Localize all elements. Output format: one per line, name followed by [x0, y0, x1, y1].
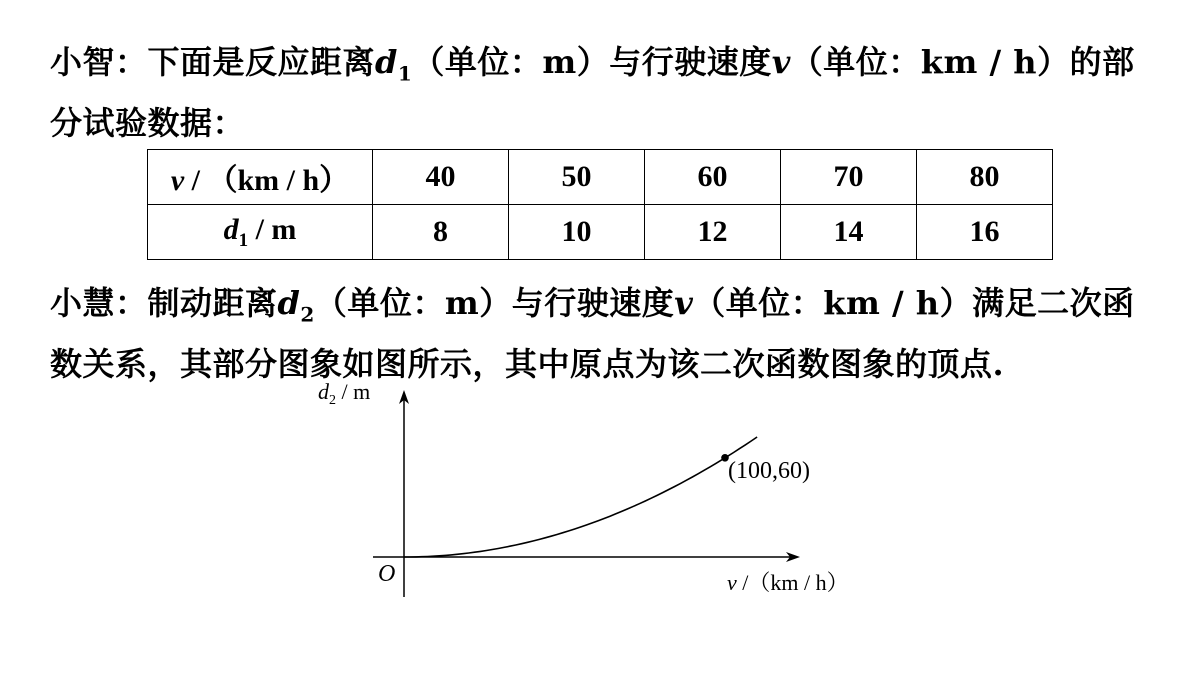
parabola-curve	[404, 437, 757, 557]
table-cell: 8	[373, 205, 509, 260]
table-cell: 60	[645, 150, 781, 205]
p2-text-c: （单位：km / h）满足二次函数关系，其部分图象如图所示，其中原点为该二次函数图象的顶点.	[50, 284, 1135, 384]
x-axis-label: v /（km / h）	[727, 570, 849, 595]
table-cell: 14	[781, 205, 917, 260]
speaker-xiaohui: 小慧：	[50, 284, 148, 322]
table-cell: 40	[373, 150, 509, 205]
quadratic-graph	[300, 372, 900, 612]
y-axis-label: $d_2$ / m	[318, 379, 371, 408]
origin-label: O	[378, 561, 396, 587]
p1-text-b: （单位：m）与行驶速度	[412, 43, 772, 81]
paragraph-xiaozhi	[50, 37, 1160, 148]
speaker-xiaozhi: 小智：	[50, 43, 148, 81]
point-label: (100,60)	[728, 458, 810, 484]
table-cell: 16	[917, 205, 1053, 260]
p2-text-b: （单位：m）与行驶速度	[314, 284, 675, 322]
p1-text-a: 下面是反应距离	[147, 43, 376, 81]
table-cell: 12	[645, 205, 781, 260]
p2-text-a: 制动距离	[147, 284, 278, 322]
var-v: v	[674, 284, 694, 322]
table-cell: 70	[781, 150, 917, 205]
data-table	[147, 149, 1053, 260]
table-row-v	[148, 150, 1053, 205]
var-d2: $d_2$	[277, 284, 315, 327]
row-header-v: v / （km / h）	[148, 150, 373, 205]
p1-text-c: （单位：km / h）的部分试验数据：	[50, 43, 1135, 143]
var-v: v	[771, 43, 791, 81]
table-cell: 80	[917, 150, 1053, 205]
table-row-d1	[148, 205, 1053, 260]
table-cell: 10	[509, 205, 645, 260]
table-cell: 50	[509, 150, 645, 205]
var-d1: $d_1$	[375, 43, 413, 86]
row-header-d1: $d_1$ / m	[148, 205, 373, 260]
